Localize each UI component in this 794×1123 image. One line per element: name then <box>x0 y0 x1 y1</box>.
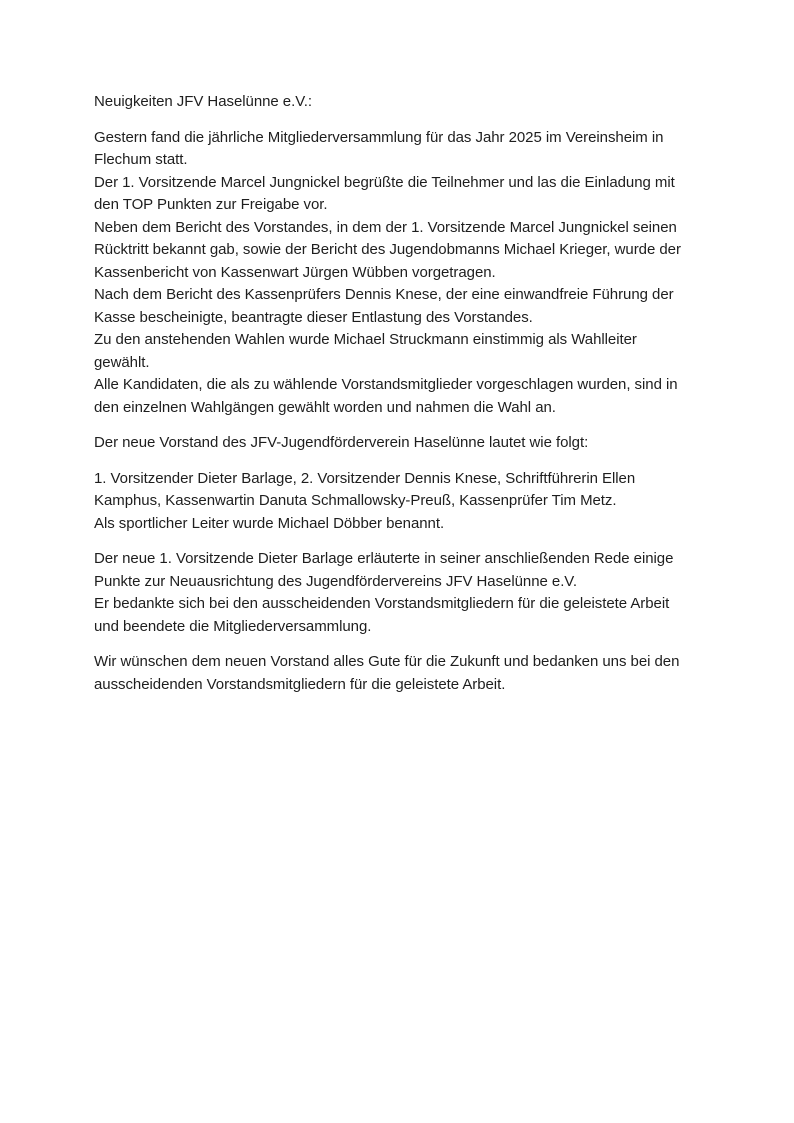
paragraph-title <box>94 91 700 114</box>
text-line: Neben dem Bericht des Vorstandes, in dem der 1. Vorsitzende Marcel Jungnickel seinen <box>94 218 677 236</box>
paragraph-chairman-speech <box>94 548 700 638</box>
text-line: Der neue Vorstand des JFV-Jugendförderverein Haselünne lautet wie folgt: <box>94 434 589 451</box>
paragraph-board-members <box>94 468 700 536</box>
text-line: Punkte zur Neuausrichtung des Jugendfördervereins JFV Haselünne e.V. <box>94 572 578 590</box>
text-line: Er bedankte sich bei den ausscheidenden Vorstandsmitgliedern für die geleistete Arbeit <box>94 595 670 612</box>
text-line: 1. Vorsitzender Dieter Barlage, 2. Vorsitzender Dennis Knese, Schriftführerin Ellen <box>94 469 636 487</box>
text-line: Der neue 1. Vorsitzende Dieter Barlage erläuterte in seiner anschließenden Rede einige <box>94 550 674 567</box>
text-line: den einzelnen Wahlgängen gewählt worden und nahmen die Wahl an. <box>94 398 556 416</box>
text-line: Flechum statt. <box>94 151 188 168</box>
paragraph-meeting-report <box>94 127 700 420</box>
text-line: ausscheidenden Vorstandsmitgliedern für die geleistete Arbeit. <box>94 675 506 693</box>
text-line: und beendete die Mitgliederversammlung. <box>94 617 372 635</box>
text-line: Wir wünschen dem neuen Vorstand alles Gute für die Zukunft und bedanken uns bei den <box>94 653 680 670</box>
text-line: Zu den anstehenden Wahlen wurde Michael Struckmann einstimmig als Wahlleiter <box>94 331 637 348</box>
text-line: Rücktritt bekannt gab, sowie der Bericht des Jugendobmanns Michael Krieger, wurde der <box>94 241 681 258</box>
text-line: den TOP Punkten zur Freigabe vor. <box>94 196 328 213</box>
text-line: Kassenbericht von Kassenwart Jürgen Wübben vorgetragen. <box>94 263 496 281</box>
paragraph-new-board-intro <box>94 432 700 455</box>
text-line: Nach dem Bericht des Kassenprüfers Dennis Knese, der eine einwandfreie Führung der <box>94 286 674 303</box>
text-line: Kamphus, Kassenwartin Danuta Schmallowsky-Preuß, Kassenprüfer Tim Metz. <box>94 492 617 509</box>
text-line: Alle Kandidaten, die als zu wählende Vorstandsmitglieder vorgeschlagen wurden, sind in <box>94 376 678 393</box>
text-line: Der 1. Vorsitzende Marcel Jungnickel begrüßte die Teilnehmer und las die Einladung mit <box>94 173 675 191</box>
text-line: Gestern fand die jährliche Mitgliederversammlung für das Jahr 2025 im Vereinsheim in <box>94 128 664 146</box>
text-line: Als sportlicher Leiter wurde Michael Döbber benannt. <box>94 514 445 532</box>
text-line: gewählt. <box>94 353 150 371</box>
page-title: Neuigkeiten JFV Haselünne e.V.: <box>94 93 313 110</box>
text-line: Kasse bescheinigte, beantragte dieser Entlastung des Vorstandes. <box>94 308 533 326</box>
paragraph-closing-wishes <box>94 651 700 696</box>
